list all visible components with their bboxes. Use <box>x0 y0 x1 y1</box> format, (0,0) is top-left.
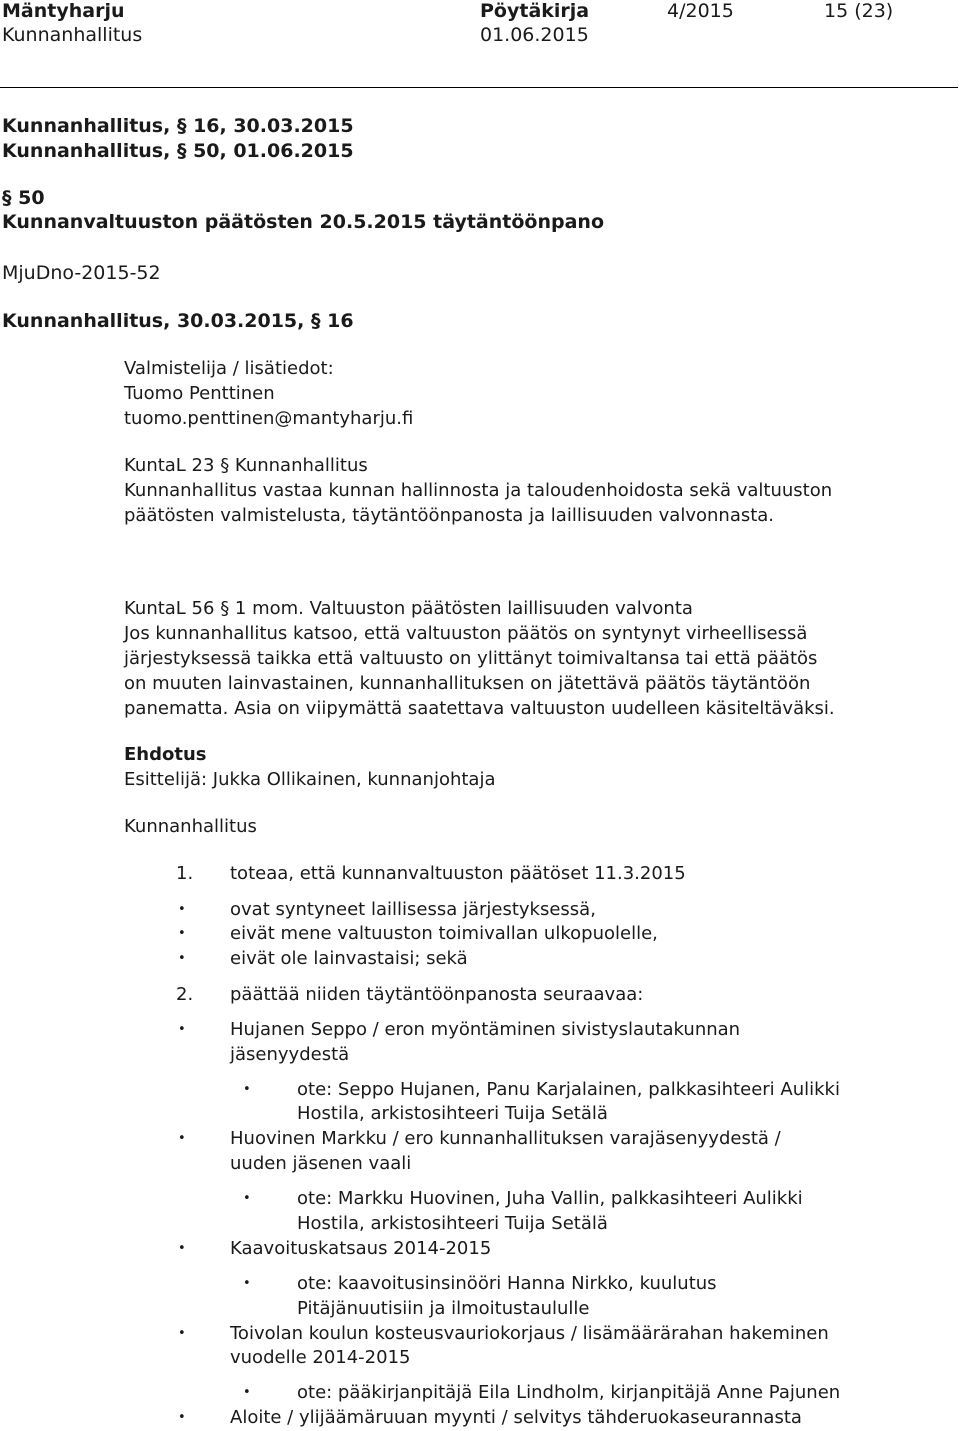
list-item: Toivolan koulun kosteusvauriokorjaus / lisämäärärahan hakeminen <box>230 1323 829 1344</box>
section-number: § 50 <box>2 187 45 209</box>
list-number: 1. <box>176 863 194 884</box>
list-item: toteaa, että kunnanvaltuuston päätöset 11.3.2015 <box>230 863 686 884</box>
list-item: jäsenyydestä <box>230 1044 350 1065</box>
history-line-1: Kunnanhallitus, § 16, 30.03.2015 <box>2 115 354 137</box>
list-item: Huovinen Markku / ero kunnanhallituksen varajäsenyydestä / <box>230 1128 781 1149</box>
presenter: Esittelijä: Jukka Ollikainen, kunnanjohtaja <box>124 769 496 790</box>
bullet-icon: • <box>178 926 186 941</box>
list-item: Aloite / ylijäämäruuan myynti / selvitys tähderuokaseurannasta <box>230 1407 802 1428</box>
list-item: ote: pääkirjanpitäjä Eila Lindholm, kirjanpitäjä Anne Pajunen <box>297 1382 841 1403</box>
preparer-label: Valmistelija / lisätiedot: <box>124 358 334 379</box>
list-item: Hujanen Seppo / eron myöntäminen sivistyslautakunnan <box>230 1019 741 1040</box>
header-body: Kunnanhallitus <box>2 24 143 46</box>
page-header <box>0 0 960 88</box>
list-item: Kaavoituskatsaus 2014-2015 <box>230 1238 492 1259</box>
page-number: 15 (23) <box>824 0 894 22</box>
bullet-icon: • <box>178 1410 186 1425</box>
law-text-line: Jos kunnanhallitus katsoo, että valtuuston päätös on syntynyt virheellisessä <box>124 623 808 644</box>
list-item: Pitäjänuutisiin ja ilmoitustaululle <box>297 1298 590 1319</box>
bullet-icon: • <box>243 1276 251 1291</box>
list-item: ote: kaavoitusinsinööri Hanna Nirkko, kuulutus <box>297 1273 717 1294</box>
law-text-line: päätösten valmistelusta, täytäntöönpanosta ja laillisuuden valvonnasta. <box>124 505 775 526</box>
list-item: eivät mene valtuuston toimivallan ulkopuolelle, <box>230 923 658 944</box>
list-item: ovat syntyneet laillisessa järjestyksessä, <box>230 899 596 920</box>
municipality-name: Mäntyharju <box>2 0 125 22</box>
document-type: Pöytäkirja <box>480 0 590 22</box>
bullet-icon: • <box>243 1191 251 1206</box>
bullet-icon: • <box>178 902 186 917</box>
law-text-line: järjestyksessä taikka että valtuusto on ylittänyt toimivaltansa tai että päätös <box>124 648 818 669</box>
meeting-date: 01.06.2015 <box>480 24 589 46</box>
list-item: päättää niiden täytäntöönpanosta seuraavaa: <box>230 984 644 1005</box>
list-item: eivät ole lainvastaisi; sekä <box>230 948 468 969</box>
history-line-2: Kunnanhallitus, § 50, 01.06.2015 <box>2 140 354 162</box>
document-dno: MjuDno-2015-52 <box>2 262 161 284</box>
list-item: Hostila, arkistosihteeri Tuija Setälä <box>297 1103 608 1124</box>
bullet-icon: • <box>178 1131 186 1146</box>
law-reference-1: KuntaL 23 § Kunnanhallitus <box>124 455 368 476</box>
law-reference-2: KuntaL 56 § 1 mom. Valtuuston päätösten laillisuuden valvonta <box>124 598 693 619</box>
law-text-line: panematta. Asia on viipymättä saatettava valtuuston uudelleen käsiteltäväksi. <box>124 698 835 719</box>
bullet-icon: • <box>178 1241 186 1256</box>
bullet-icon: • <box>178 1022 186 1037</box>
bullet-icon: • <box>243 1385 251 1400</box>
preparer-email[interactable]: tuomo.penttinen@mantyharju.fi <box>124 408 414 429</box>
list-item: vuodelle 2014-2015 <box>230 1347 411 1368</box>
header-divider <box>0 87 958 88</box>
bullet-icon: • <box>243 1082 251 1097</box>
document-number: 4/2015 <box>667 0 734 22</box>
list-item: Hostila, arkistosihteeri Tuija Setälä <box>297 1213 608 1234</box>
law-text-line: Kunnanhallitus vastaa kunnan hallinnosta ja taloudenhoidosta sekä valtuuston <box>124 480 833 501</box>
section-title: Kunnanvaltuuston päätösten 20.5.2015 täytäntöönpano <box>2 211 604 233</box>
list-item: ote: Markku Huovinen, Juha Vallin, palkkasihteeri Aulikki <box>297 1188 803 1209</box>
previous-meeting: Kunnanhallitus, 30.03.2015, § 16 <box>2 310 354 332</box>
list-item: uuden jäsenen vaali <box>230 1153 412 1174</box>
bullet-icon: • <box>178 1326 186 1341</box>
bullet-icon: • <box>178 951 186 966</box>
list-number: 2. <box>176 984 194 1005</box>
preparer-name: Tuomo Penttinen <box>124 383 275 404</box>
proposal-heading: Ehdotus <box>124 744 207 765</box>
proposal-body: Kunnanhallitus <box>124 816 257 837</box>
list-item: ote: Seppo Hujanen, Panu Karjalainen, palkkasihteeri Aulikki <box>297 1079 840 1100</box>
law-text-line: on muuten lainvastainen, kunnanhallituksen on jätettävä päätös täytäntöön <box>124 673 811 694</box>
